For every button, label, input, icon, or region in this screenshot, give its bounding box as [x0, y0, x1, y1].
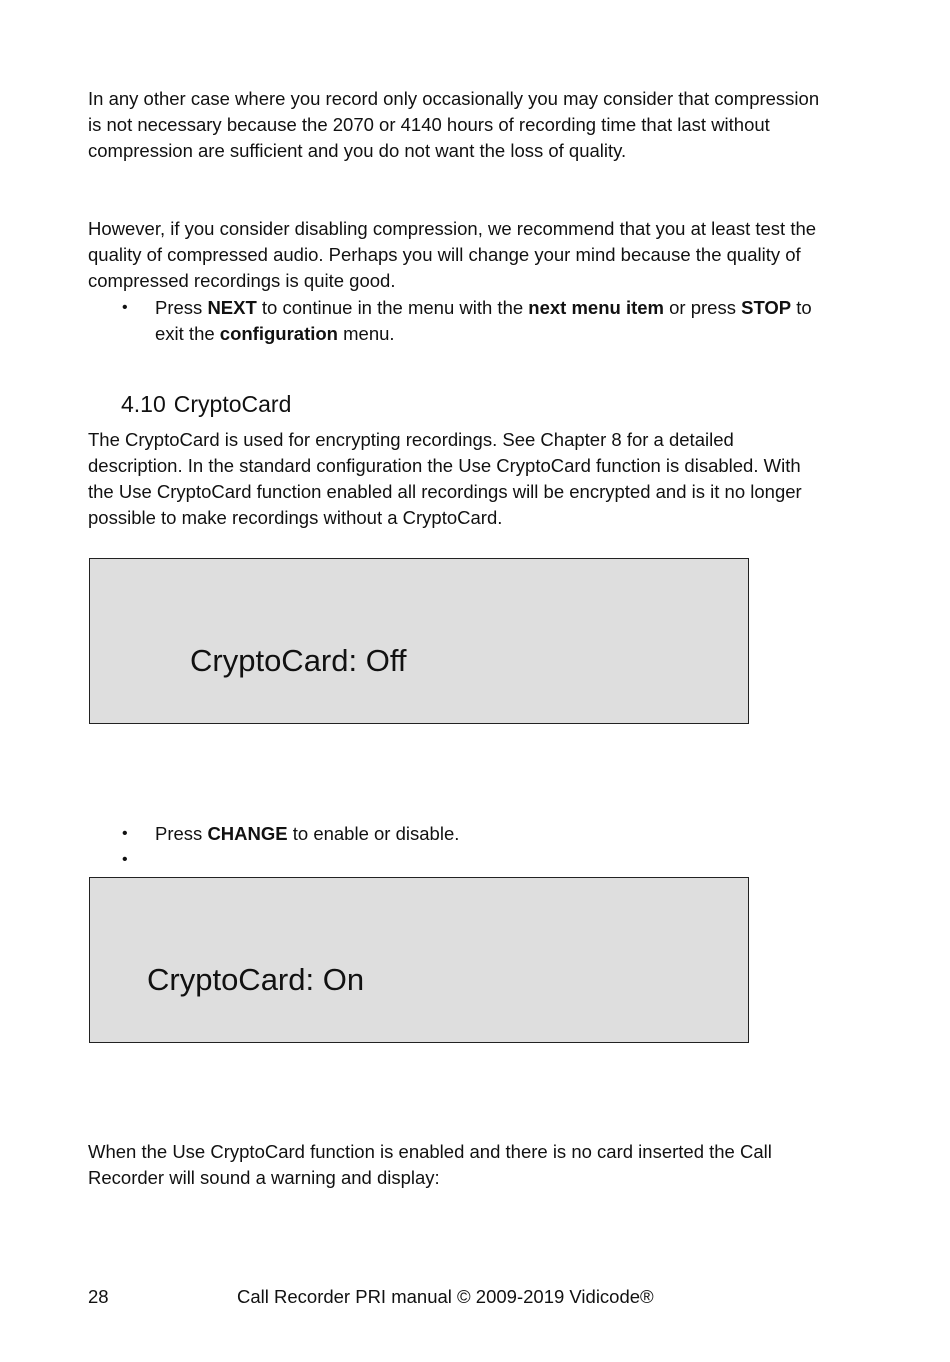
paragraph-compression-optional: In any other case where you record only occasionally you may consider that compression is not necessary because the 2070 or 4140 hours of recording time that last without compression are sufficient and you do not want the loss of quality.: [88, 88, 820, 161]
display-cryptocard-on: [89, 877, 749, 1043]
display-cryptocard-off: [89, 558, 749, 724]
paragraph-cryptocard-description: The CryptoCard is used for encrypting recordings. See Chapter 8 for a detailed description. In the standard configuration the Use CryptoCard function is disabled. With the Use CryptoCard function enabled all recordings will be encrypted and is it no longer possible to make recordings without a CryptoCard.: [88, 429, 802, 528]
display-text-off: CryptoCard: Off: [190, 643, 407, 678]
bullet-icon: •: [122, 851, 128, 868]
display-text-on: CryptoCard: On: [147, 962, 365, 997]
page-number: 28: [88, 1286, 109, 1307]
bullet-text: Press CHANGE to enable or disable.: [155, 823, 460, 844]
bullet-icon: •: [122, 825, 128, 842]
section-title: CryptoCard: [173, 391, 292, 417]
bullet-text: Press NEXT to continue in the menu with the next menu item or press STOP to exit the configuration menu.: [155, 297, 812, 344]
paragraph-no-card-warning: When the Use CryptoCard function is enabled and there is no card inserted the Call Recorder will sound a warning and display:: [88, 1141, 772, 1188]
section-number: 4.10: [121, 391, 166, 417]
bullet-icon: •: [122, 299, 128, 316]
section-heading: [121, 390, 291, 418]
paragraph-compression-test: However, if you consider disabling compression, we recommend that you at least test the quality of compressed audio. Perhaps you will change your mind because the quality of compressed recordings is quite good.: [88, 218, 817, 291]
footer-text: Call Recorder PRI manual © 2009-2019 Vidicode®: [237, 1286, 654, 1307]
